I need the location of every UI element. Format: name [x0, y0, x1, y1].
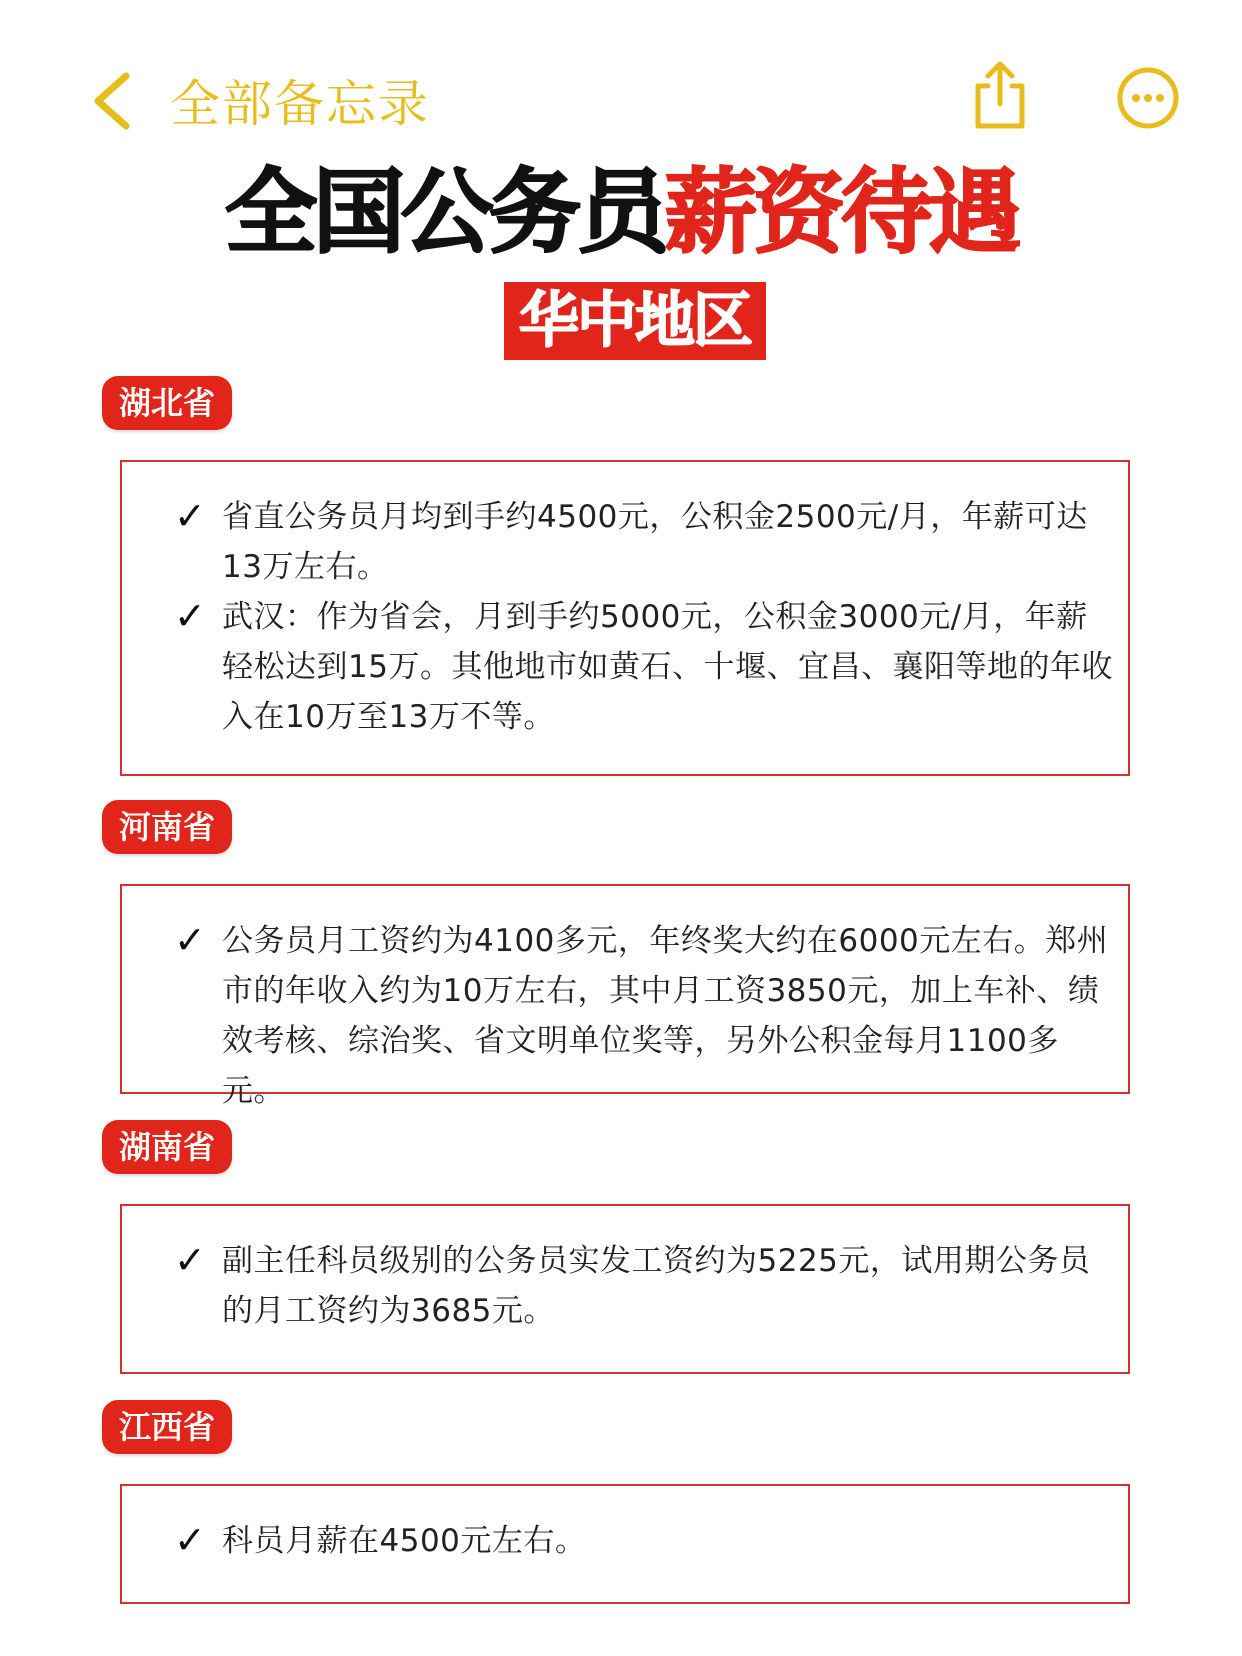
region-badge: 华中地区	[504, 282, 766, 360]
check-icon: ✓	[174, 1238, 206, 1282]
check-icon: ✓	[174, 594, 206, 638]
check-icon: ✓	[174, 494, 206, 538]
card-hunan	[120, 1204, 1130, 1374]
back-button-label[interactable]: 全部备忘录	[170, 75, 430, 133]
list-item	[174, 916, 1114, 1116]
card-jiangxi	[120, 1484, 1130, 1604]
list-item	[174, 592, 1114, 742]
chevron-left-icon[interactable]	[88, 72, 134, 130]
item-text: 副主任科员级别的公务员实发工资约为5225元，试用期公务员的月工资约为3685元。	[222, 1243, 1091, 1329]
list-item	[174, 492, 1114, 592]
item-text: 武汉：作为省会，月到手约5000元，公积金3000元/月，年薪轻松达到15万。其他地市如黄石、十堰、宜昌、襄阳等地的年收入在10万至13万不等。	[222, 599, 1113, 735]
item-text: 科员月薪在4500元左右。	[222, 1523, 587, 1559]
card-hubei	[120, 460, 1130, 776]
list-item	[174, 1236, 1114, 1336]
province-tag-hunan: 湖南省	[102, 1120, 232, 1174]
check-icon: ✓	[174, 1518, 206, 1562]
item-text: 公务员月工资约为4100多元，年终奖大约在6000元左右。郑州市的年收入约为10万左右，其中月工资3850元，加上车补、绩效考核、综治奖、省文明单位奖等，另外公积金每月1100多元。	[222, 923, 1109, 1109]
title-black-part: 全国公务员	[224, 159, 665, 266]
title-red-part: 薪资待遇	[665, 159, 1018, 266]
card-henan	[120, 884, 1130, 1109]
item-text: 省直公务员月均到手约4500元，公积金2500元/月，年薪可达13万左右。	[222, 499, 1088, 585]
share-icon[interactable]	[970, 58, 1030, 130]
province-tag-jiangxi: 江西省	[102, 1400, 232, 1454]
province-tag-hubei: 湖北省	[102, 376, 232, 430]
province-tag-henan: 河南省	[102, 800, 232, 854]
page-title	[0, 158, 1242, 268]
check-icon: ✓	[174, 918, 206, 962]
list-item	[174, 1516, 1114, 1566]
more-icon[interactable]	[1116, 66, 1180, 130]
